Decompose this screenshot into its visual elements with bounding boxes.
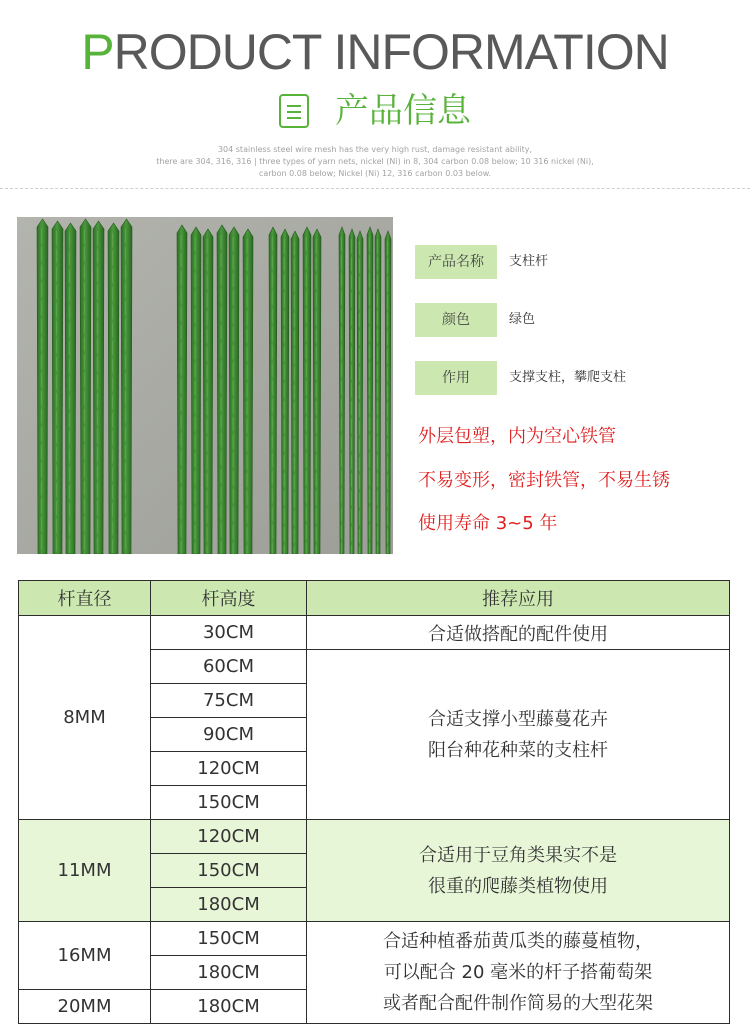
height-cell: 180CM (151, 956, 307, 990)
stake-rod (349, 229, 355, 554)
stake-rod (108, 223, 119, 554)
subtext-line: carbon 0.08 below; Nickel (Ni) 12, 316 carbon 0.03 below. (258, 169, 492, 178)
height-cell: 150CM (151, 922, 307, 956)
stake-rod (303, 227, 311, 554)
document-icon (279, 94, 309, 128)
use-line: 合适用于豆角类果实不是 (419, 844, 617, 866)
stake-rod (243, 229, 253, 554)
stake-rod (191, 227, 201, 554)
header-use: 推荐应用 (307, 581, 730, 616)
height-cell: 180CM (151, 888, 307, 922)
stake-rod (357, 231, 363, 554)
use-line: 阳台种花种菜的支柱杆 (428, 739, 608, 761)
page-title-cn: 产品信息 (335, 91, 471, 131)
stake-rod (229, 227, 239, 554)
info-value-name: 支柱杆 (509, 254, 549, 269)
height-cell: 120CM (151, 752, 307, 786)
title-first-letter: P (81, 24, 114, 80)
info-value-color: 绿色 (509, 312, 536, 327)
stake-rod (203, 229, 213, 554)
stake-rod (93, 221, 104, 554)
diameter-cell: 11MM (19, 820, 151, 922)
stake-rod (375, 229, 381, 554)
subtext-line: there are 304, 316, 316 | three types of yarn nets, nickel (Ni) in 8, 304 carbon 0.08 below; 10 316 nickel (Ni), (156, 157, 594, 166)
use-line: 或者配合配件制作简易的大型花架 (383, 993, 653, 1014)
header-height: 杆高度 (151, 581, 307, 616)
use-cell: 合适做搭配的配件使用 (307, 616, 730, 650)
use-cell (307, 820, 730, 922)
stake-rod (80, 219, 91, 554)
height-cell: 75CM (151, 684, 307, 718)
subtext-line: 304 stainless steel wire mesh has the very high rust, damage resistant ability, (217, 145, 533, 154)
stake-rod (313, 229, 321, 554)
stake-rod (269, 227, 277, 554)
use-cell (307, 922, 730, 1024)
info-label-function: 作用 (415, 361, 497, 395)
stakes-illustration (17, 217, 393, 554)
page-title-en (0, 24, 750, 80)
height-cell: 90CM (151, 718, 307, 752)
stake-rod (121, 219, 132, 554)
diameter-cell: 8MM (19, 616, 151, 820)
stake-rod (37, 219, 48, 554)
height-cell: 60CM (151, 650, 307, 684)
use-cell (307, 650, 730, 820)
use-line: 合适种植番茄黄瓜类的藤蔓植物， (383, 931, 653, 952)
stake-rod (217, 225, 227, 554)
header-diameter: 杆直径 (19, 581, 151, 616)
feature-line: 外层包塑，内为空心铁管 (418, 426, 616, 447)
stake-rod (281, 229, 289, 554)
header-subtext (100, 144, 650, 180)
stake-rod (291, 231, 299, 554)
use-line: 很重的爬藤类植物使用 (428, 875, 608, 897)
use-line: 可以配合 20 毫米的杆子搭葡萄架 (383, 962, 653, 983)
table-header-row (19, 581, 730, 616)
title-rest: RODUCT INFORMATION (113, 24, 669, 80)
feature-line: 使用寿命 3~5 年 (418, 513, 558, 534)
stake-rod (339, 227, 345, 554)
stake-rod (385, 231, 391, 554)
dashed-divider (0, 188, 750, 189)
use-line: 合适支撑小型藤蔓花卉 (428, 708, 608, 730)
feature-line: 不易变形，密封铁管，不易生锈 (418, 470, 670, 491)
height-cell: 120CM (151, 820, 307, 854)
table-row (19, 922, 730, 956)
height-cell: 30CM (151, 616, 307, 650)
stake-rod (65, 223, 76, 554)
stake-rod (367, 227, 373, 554)
diameter-cell: 20MM (19, 990, 151, 1024)
info-label-color: 颜色 (415, 303, 497, 337)
table-row (19, 820, 730, 854)
stake-rod (52, 221, 63, 554)
info-label-name: 产品名称 (415, 245, 497, 279)
height-cell: 150CM (151, 786, 307, 820)
height-cell: 150CM (151, 854, 307, 888)
table-row (19, 616, 730, 650)
info-value-function: 支撑支柱，攀爬支柱 (509, 370, 627, 385)
product-photo (17, 217, 393, 554)
stake-rod (177, 225, 187, 554)
diameter-cell: 16MM (19, 922, 151, 990)
title-cn-row (0, 90, 750, 132)
spec-table (18, 580, 730, 1024)
height-cell: 180CM (151, 990, 307, 1024)
